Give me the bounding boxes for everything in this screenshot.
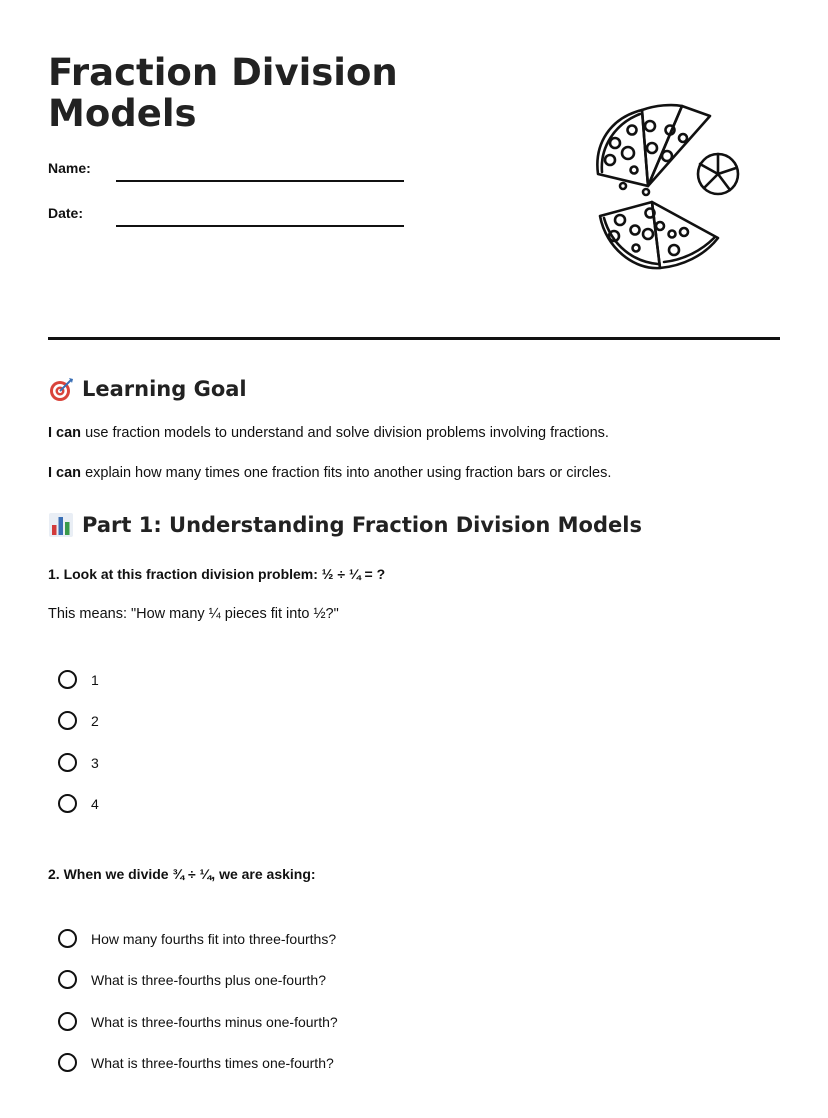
radio-button[interactable] <box>58 970 77 989</box>
part1-heading <box>48 512 642 538</box>
option-label: What is three-fourths minus one-fourth? <box>91 1013 338 1030</box>
radio-button[interactable] <box>58 711 77 730</box>
learning-goal-heading <box>48 376 247 402</box>
date-label: Date: <box>48 205 84 221</box>
date-field[interactable] <box>116 225 404 227</box>
option-label: How many fourths fit into three-fourths? <box>91 930 337 947</box>
question-2-option[interactable] <box>58 1053 334 1072</box>
option-label: 3 <box>91 754 99 771</box>
option-label: 2 <box>91 712 99 729</box>
goal-statement-2 <box>48 465 611 481</box>
question-2-option[interactable] <box>58 1012 338 1031</box>
goal-statement-lead: I can <box>48 425 82 441</box>
pizza-illustration <box>590 98 746 280</box>
name-label: Name: <box>48 160 91 176</box>
bar-chart-icon <box>48 512 74 538</box>
question-1-note: This means: "How many ¼ pieces fit into ½?" <box>48 606 339 622</box>
question-2-option[interactable] <box>58 929 336 948</box>
question-1-option[interactable] <box>58 670 99 689</box>
part1-title: Part 1: Understanding Fraction Division Models <box>82 513 642 537</box>
title-line-1: Fraction Division <box>48 51 398 94</box>
option-label: 4 <box>91 795 99 812</box>
goal-statement-text: explain how many times one fraction fits into another using fraction bars or circles. <box>81 465 612 481</box>
radio-button[interactable] <box>58 929 77 948</box>
radio-button[interactable] <box>58 1012 77 1031</box>
target-icon <box>48 376 74 402</box>
learning-goal-title: Learning Goal <box>82 377 247 401</box>
question-2-prompt: 2. When we divide ¾ ÷ ¼, we are asking: <box>48 866 316 882</box>
question-1-option[interactable] <box>58 753 99 772</box>
option-label: What is three-fourths plus one-fourth? <box>91 971 327 988</box>
question-1-prompt: 1. Look at this fraction division problem: ½ ÷ ¼ = ? <box>48 566 386 582</box>
question-1-option[interactable] <box>58 794 99 813</box>
option-label: What is three-fourths times one-fourth? <box>91 1054 334 1071</box>
radio-button[interactable] <box>58 753 77 772</box>
section-divider <box>48 337 780 340</box>
option-label: 1 <box>91 671 99 688</box>
goal-statement-1 <box>48 425 609 441</box>
question-1-option[interactable] <box>58 711 99 730</box>
question-2-option[interactable] <box>58 970 326 989</box>
radio-button[interactable] <box>58 1053 77 1072</box>
goal-statement-lead: I can <box>48 465 82 481</box>
radio-button[interactable] <box>58 794 77 813</box>
goal-statement-text: use fraction models to understand and solve division problems involving fractions. <box>81 425 609 441</box>
page-title <box>48 52 468 134</box>
title-line-2: Models <box>48 92 197 135</box>
radio-button[interactable] <box>58 670 77 689</box>
name-field[interactable] <box>116 180 404 182</box>
